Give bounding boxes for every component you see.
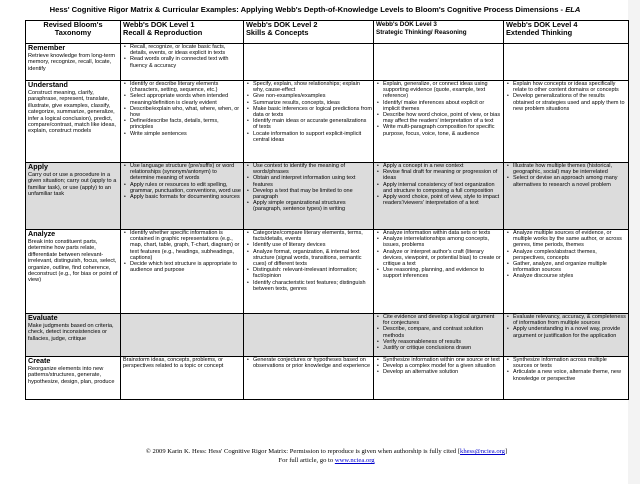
list-item: • Verify reasonableness of results	[383, 339, 502, 345]
list-item: • Make basic inferences or logical predictions from data or texts	[253, 106, 372, 118]
list-item: • Obtain and interpret information using text features	[253, 175, 372, 187]
cell-understand-dok2	[244, 81, 374, 163]
header-bloom: Revised Bloom's Taxonomy	[26, 21, 121, 44]
list-item: • Recall, recognize, or locate basic facts, details, events, or ideas explicit in texts	[130, 44, 242, 56]
row-create	[26, 357, 629, 400]
list-item: • Identify or describe literary elements (characters, setting, sequence, etc.)	[130, 81, 242, 93]
level-analyze: Analyze Break into constituent parts, determine how parts relate, differentiate between relevant-irrelevant, distinguish, focus, select, organize, outline, find coherence, deconstruct (e.g., for bias or point of view)	[26, 230, 121, 314]
cell-analyze-dok2	[244, 230, 374, 314]
list-item: • Revise final draft for meaning or progression of ideas	[383, 169, 502, 181]
footer-line1: © 2009 Karin K. Hess: Hess' Cognitive Rigor Matrix: Permission to reproduce is given when authorship is fully cited [khess@nciea.org]	[145, 448, 508, 455]
bullet-list	[123, 230, 242, 273]
level-apply: Apply Carry out or use a procedure in a given situation; carry out (apply to a familiar task), or use (apply) to an unfamiliar task	[26, 163, 121, 230]
list-item: • Apply simple organizational structures (paragraph, sentence types) in writing	[253, 200, 372, 212]
window-edge	[628, 0, 640, 484]
list-item: • Summarize results, concepts, ideas	[253, 100, 372, 106]
cell-remember-dok2	[244, 44, 374, 81]
list-item: • Explain, generalize, or connect ideas using supporting evidence (quote, example, text reference)	[383, 81, 502, 100]
list-item: • Identify/ make inferences about explicit or implicit themes	[383, 100, 502, 112]
list-item: • Analyze information within data sets or texts	[383, 230, 502, 236]
list-item: • Describe/explain who, what, where, when, or how	[130, 106, 242, 118]
cognitive-rigor-matrix	[25, 20, 629, 400]
list-item: • Analyze or interpret author's craft (literary devices, viewpoint, or potential bias) to create or critique a text	[383, 249, 502, 268]
list-item: • Gather, analyze, and organize multiple information sources	[513, 261, 627, 273]
bullet-list	[376, 314, 502, 351]
list-item: • Synthesize information within one source or text	[383, 357, 502, 363]
list-item: • Decide which text structure is appropriate to audience and purpose	[130, 261, 242, 273]
cell-understand-dok4	[504, 81, 629, 163]
list-item: • Apply internal consistency of text organization and structure to composing a full composition	[383, 182, 502, 194]
list-item: • Use language structure (pre/suffix) or word relationships (synonym/antonym) to determine meaning of words	[130, 163, 242, 182]
bullet-list	[376, 81, 502, 137]
bullet-list	[506, 314, 627, 339]
cell-apply-dok4	[504, 163, 629, 230]
cell-analyze-dok4	[504, 230, 629, 314]
bullet-list	[123, 44, 242, 69]
list-item: • Select appropriate words when intended meaning/definition is clearly evident	[130, 93, 242, 105]
cell-remember-dok4	[504, 44, 629, 81]
list-item: • Give non-examples/examples	[253, 93, 372, 99]
list-item: • Apply a concept in a new context	[383, 163, 502, 169]
row-evaluate	[26, 314, 629, 357]
list-item: • Develop a complex model for a given situation	[383, 363, 502, 369]
row-remember	[26, 44, 629, 81]
list-item: • Read words orally in connected text with fluency & accuracy	[130, 56, 242, 68]
header-dok3: Webb's DOK Level 3 Strategic Thinking/ Reasoning	[374, 21, 504, 44]
list-item: • Use context to identify the meaning of words/phrases	[253, 163, 372, 175]
bullet-list	[506, 81, 627, 112]
cell-create-dok1: Brainstorm ideas, concepts, problems, or perspectives related to a topic or concept	[121, 357, 244, 400]
bullet-list	[376, 357, 502, 376]
bullet-list	[246, 357, 372, 369]
list-item: • Apply understanding in a novel way, provide argument or justification for the application	[513, 326, 627, 338]
list-item: • Identify main ideas or accurate generalizations of texts	[253, 118, 372, 130]
list-item: • Articulate a new voice, alternate theme, new knowledge or perspective	[513, 369, 627, 381]
list-item: • Select or devise an approach among many alternatives to research a novel problem	[513, 175, 627, 187]
footer	[25, 447, 628, 465]
row-apply	[26, 163, 629, 230]
list-item: • Develop an alternative solution	[383, 369, 502, 375]
bullet-list	[506, 163, 627, 188]
cell-evaluate-dok3	[374, 314, 504, 357]
bullet-list	[506, 357, 627, 382]
list-item: • Cite evidence and develop a logical argument for conjectures	[383, 314, 502, 326]
list-item: • Specify, explain, show relationships; explain why, cause-effect	[253, 81, 372, 93]
list-item: • Define/describe facts, details, terms, principles	[130, 118, 242, 130]
level-create: Create Reorganize elements into new patterns/structures, generate, hypothesize, design, plan, produce	[26, 357, 121, 400]
list-item: • Describe how word choice, point of view, or bias may affect the readers' interpretation of a text	[383, 112, 502, 124]
list-item: • Apply word choice, point of view, style to impact readers'/viewers' interpretation of a text	[383, 194, 502, 206]
row-understand	[26, 81, 629, 163]
footer-line2: For full article, go to www.nciea.org	[278, 457, 375, 464]
cell-apply-dok2	[244, 163, 374, 230]
list-item: • Write simple sentences	[130, 131, 242, 137]
cell-evaluate-dok1	[121, 314, 244, 357]
header-dok2: Webb's DOK Level 2 Skills & Concepts	[244, 21, 374, 44]
cell-apply-dok3	[374, 163, 504, 230]
level-understand: Understand Construct meaning, clarify, paraphrase, represent, translate, illustrate, give examples, classify, categorize, summarize, generalize, infer a logical conclusion), predict, compare/contrast, match like ideas, explain, construct models	[26, 81, 121, 163]
cell-evaluate-dok4	[504, 314, 629, 357]
list-item: • Develop generalizations of the results obtained or strategies used and apply them to new problem situations	[513, 93, 627, 112]
list-item: • Apply rules or resources to edit spelling, grammar, punctuation, conventions, word use	[130, 182, 242, 194]
cell-understand-dok3	[374, 81, 504, 163]
level-evaluate: Evaluate Make judgments based on criteria, check, detect inconsistencies or fallacies, judge, critique	[26, 314, 121, 357]
page-title	[5, 3, 625, 17]
list-item: • Analyze discourse styles	[513, 273, 627, 279]
title-main: Hess' Cognitive Rigor Matrix & Curricular Examples: Applying Webb's Depth-of-Knowledge Levels to Bloom's Cognitive Process Dimensions -	[49, 5, 564, 14]
header-row	[26, 21, 629, 44]
cell-create-dok4	[504, 357, 629, 400]
list-item: • Categorize/compare literary elements, terms, facts/details, events	[253, 230, 372, 242]
list-item: • Use reasoning, planning, and evidence to support inferences	[383, 267, 502, 279]
cell-remember-dok3	[374, 44, 504, 81]
list-item: • Illustrate how multiple themes (historical, geographic, social) may be interrelated	[513, 163, 627, 175]
list-item: • Analyze complex/abstract themes, perspectives, concepts	[513, 249, 627, 261]
list-item: • Identify use of literary devices	[253, 242, 372, 248]
list-item: • Synthesize information across multiple sources or texts	[513, 357, 627, 369]
level-remember: Remember Retrieve knowledge from long-term memory, recognize, recall, locate, identify	[26, 44, 121, 81]
cell-create-dok2	[244, 357, 374, 400]
bullet-list	[506, 230, 627, 280]
list-item: • Locate information to support explicit-implicit central ideas	[253, 131, 372, 143]
list-item: • Apply basic formats for documenting sources	[130, 194, 242, 200]
bullet-list	[123, 163, 242, 200]
list-item: • Analyze multiple sources of evidence, or multiple works by the same author, or across genres, time periods, themes	[513, 230, 627, 249]
author-email-link[interactable]: khess@nciea.org	[460, 448, 505, 455]
bullet-list	[123, 81, 242, 137]
header-dok4: Webb's DOK Level 4 Extended Thinking	[504, 21, 629, 44]
nciea-website-link[interactable]: www.nciea.org	[334, 457, 375, 464]
list-item: • Generate conjectures or hypotheses based on observations or prior knowledge and experience	[253, 357, 372, 369]
cell-apply-dok1	[121, 163, 244, 230]
cell-create-dok3	[374, 357, 504, 400]
cell-remember-dok1	[121, 44, 244, 81]
bullet-list	[376, 163, 502, 206]
list-item: • Develop a text that may be limited to one paragraph	[253, 188, 372, 200]
cell-evaluate-dok2	[244, 314, 374, 357]
cell-analyze-dok1	[121, 230, 244, 314]
row-analyze	[26, 230, 629, 314]
bullet-list	[246, 230, 372, 292]
cell-analyze-dok3	[374, 230, 504, 314]
list-item: • Write multi-paragraph composition for specific purpose, focus, voice, tone, & audience	[383, 124, 502, 136]
list-item: • Describe, compare, and contrast solution methods	[383, 326, 502, 338]
list-item: • Distinguish: relevant-irrelevant information; fact/opinion	[253, 267, 372, 279]
list-item: • Justify or critique conclusions drawn	[383, 345, 502, 351]
title-subject: ELA	[565, 5, 581, 14]
list-item: • Evaluate relevancy, accuracy, & completeness of information from multiple sources	[513, 314, 627, 326]
bullet-list	[376, 230, 502, 280]
list-item: • Identify characteristic text features; distinguish between texts, genres	[253, 280, 372, 292]
header-dok1: Webb's DOK Level 1 Recall & Reproduction	[121, 21, 244, 44]
bullet-list	[246, 81, 372, 143]
list-item: • Analyze format, organization, & internal text structure (signal words, transitions, semantic cues) of different texts	[253, 249, 372, 268]
bullet-list	[246, 163, 372, 213]
cell-understand-dok1	[121, 81, 244, 163]
list-item: • Analyze interrelationships among concepts, issues, problems	[383, 236, 502, 248]
list-item: • Identify whether specific information is contained in graphic representations (e.g., map, chart, table, graph, T-chart, diagram) or text features (e.g., headings, subheadings, captions)	[130, 230, 242, 261]
list-item: • Explain how concepts or ideas specifically relate to other content domains or concepts	[513, 81, 627, 93]
